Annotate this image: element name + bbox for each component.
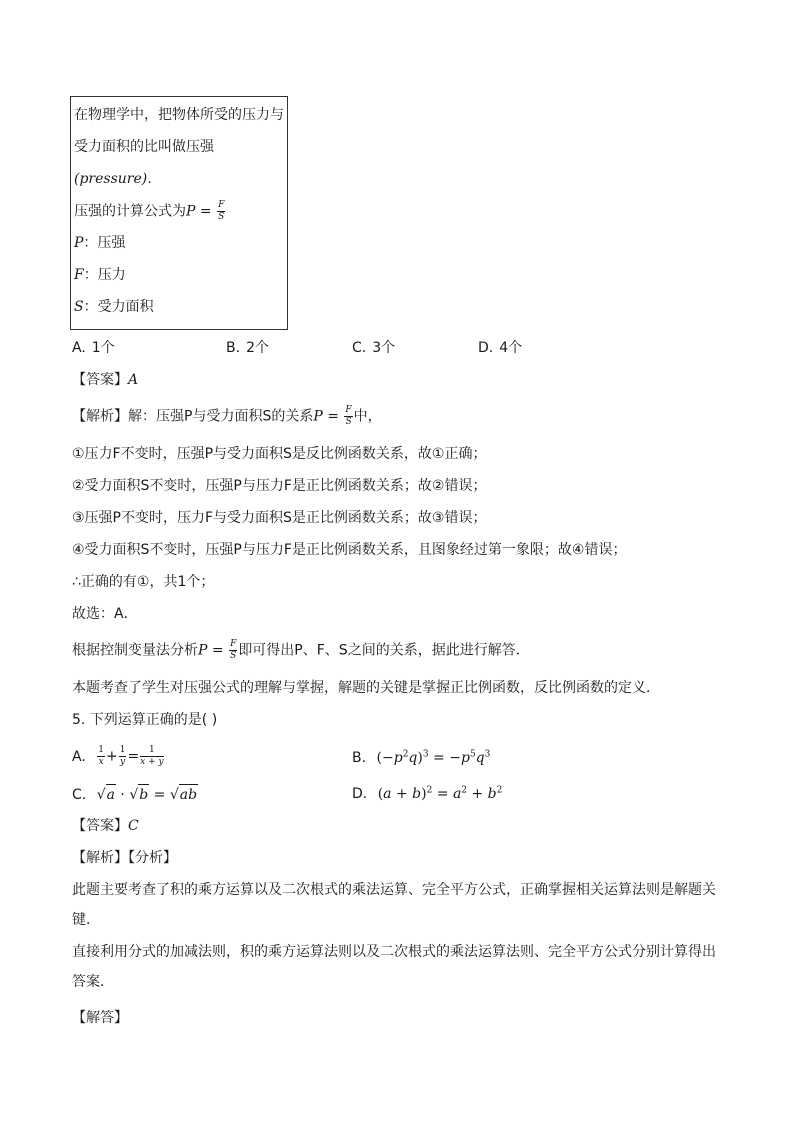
q5-answer: 【答案】C	[72, 818, 139, 834]
q4-option-b: B. 2个	[226, 340, 269, 356]
q5-option-a: A. $\frac{1}{x}$ + $\frac{1}{y}$ = $\frac{1}{x + y}$	[72, 745, 164, 767]
q4-analysis-item-2: ②受力面积S不变时，压强P与压力F是正比例函数关系；故②错误；	[72, 478, 487, 494]
q5-analysis-line-3: 直接利用分式的加减法则，积的乘方运算法则以及二次根式的乘法运算法则、完全平方公式分别计算得出	[72, 944, 716, 960]
q4-choice: 故选：A．	[72, 606, 138, 622]
q4-analysis-item-1: ①压力F不变时，压强P与受力面积S是反比例函数关系，故①正确；	[72, 446, 487, 462]
q4-option-a: A. 1个	[72, 340, 115, 356]
definition-f: F：压力	[74, 267, 126, 283]
q4-answer: 【答案】A	[72, 372, 139, 388]
q5-analysis-line-2: 键．	[72, 912, 100, 928]
q4-analysis-intro: 【解析】解：压强P与受力面积S的关系P = $\frac{F}{S}$ 中，	[72, 405, 382, 427]
definition-s: S：受力面积	[74, 299, 154, 315]
q5-analysis-line-4: 答案．	[72, 974, 114, 990]
definition-p: P：压强	[74, 235, 126, 251]
q5-option-b: B. $(-p^2q)^3 = -p^5q^3$	[352, 749, 491, 766]
q4-summary: 本题考查了学生对压强公式的理解与掌握，解题的关键是掌握正比例函数，反比例函数的定义．	[72, 680, 660, 696]
q5-analysis-tag: 【解析】【分析】	[72, 850, 177, 866]
definition-line-1: 在物理学中，把物体所受的压力与	[74, 107, 284, 123]
q4-analysis-item-4: ④受力面积S不变时，压强P与压力F是正比例函数关系，且图象经过第一象限；故④错误；	[72, 542, 627, 558]
q5-option-c: C. √a · √b = √ab	[72, 784, 198, 805]
q5-stem: 5. 下列运算正确的是( )	[72, 712, 218, 728]
q5-solution-tag: 【解答】	[72, 1010, 128, 1026]
definition-line-2: 受力面积的比叫做压强	[74, 139, 214, 155]
q4-option-d: D. 4个	[478, 340, 523, 356]
q4-method: 根据控制变量法分析P = $\frac{F}{S}$ 即可得出P、F、S之间的关系，据此进行解答．	[72, 639, 530, 661]
pressure-definition-box	[70, 96, 288, 330]
definition-formula: 压强的计算公式为P = $\frac{F}{S}$	[74, 200, 225, 222]
q4-option-c: C. 3个	[352, 340, 396, 356]
q5-option-d: D. $(a + b)^2 = a^2 + b^2$	[352, 785, 503, 802]
definition-line-3: (pressure)．	[74, 171, 162, 187]
q4-analysis-item-3: ③压强P不变时，压力F与受力面积S是正比例函数关系；故③错误；	[72, 510, 487, 526]
q5-analysis-line-1: 此题主要考查了积的乘方运算以及二次根式的乘法运算、完全平方公式，正确掌握相关运算法则是解题关	[72, 882, 716, 898]
q4-conclusion: ∴正确的有①，共1个；	[72, 574, 215, 590]
